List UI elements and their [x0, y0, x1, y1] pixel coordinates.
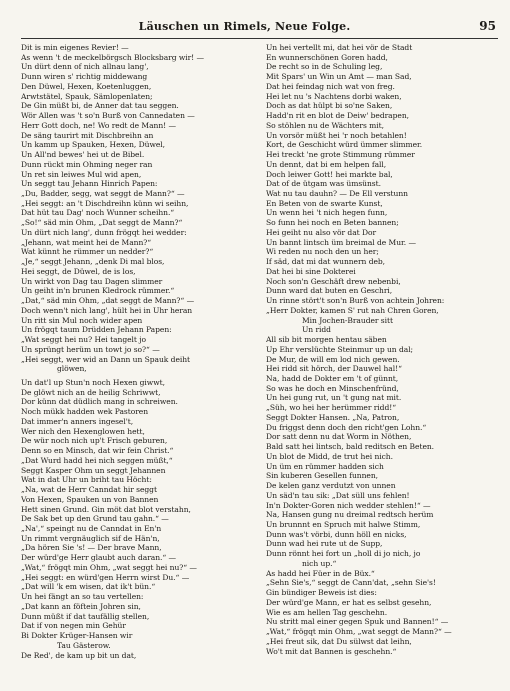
verse-line: If säd, dat mi dat wunnern deb,	[266, 257, 386, 267]
verse-line: „Hei seggt: en würd'gen Herrn wirst Du.“ —	[21, 572, 190, 582]
verse-line: Seggt Kasper Ohm un seggt Jehannen	[21, 465, 166, 475]
verse-line: Noch son'n Geschäft drew nebenbi,	[266, 276, 401, 286]
verse-line: Un frögqt taum Drüdden Jehann Papen:	[21, 325, 172, 335]
verse-line: Bald satt hei lintsch, bald reditsch en Beten.	[266, 442, 435, 452]
verse-line: Un dürt denn of nich allnau lang',	[21, 62, 149, 72]
verse-line: „Du, Badder, segg, wat seggt de Mann?“ —	[21, 189, 185, 199]
verse-line: Un kamm up Spauken, Hexen, Düwel,	[21, 140, 165, 150]
verse-line: „Hei seggt: an 't Dischdreihn künn wi seihn,	[21, 198, 189, 208]
verse-line: Hadd'n rit en blot de Deiw' bedrapen,	[266, 111, 409, 121]
verse-line: Dor satt denn nu dat Worm in Nöthen,	[266, 432, 412, 442]
verse-line: „Hei seggt, wer wid an Dann un Spauk deiht	[21, 354, 191, 364]
text-columns	[21, 43, 498, 660]
verse-line: Wie es am hellen Tag geschehn.	[266, 607, 388, 617]
verse-line: De kelen ganz verdutzt von unnen	[266, 481, 396, 491]
verse-line: Un dennt, dat bi em helpen fall,	[266, 159, 387, 169]
verse-line: Dunn wiren s' richtig middewang	[21, 72, 148, 82]
verse-line: „Sehn Sie's,“ seggt de Cann'dat, „sehn Sie's!	[266, 578, 436, 588]
verse-line: Hei geiht nu also vör dat Dor	[266, 227, 377, 237]
verse-line: As wenn 't de meckelbörgsch Blocksbarg wir! —	[21, 52, 204, 62]
verse-line: Mit Spars' un Win un Amt — man Sad,	[266, 72, 412, 82]
running-title: Läuschen un Rimels, Neue Folge.	[138, 20, 351, 33]
verse-line: De Sak bet up den Grund tau gahn.“ —	[21, 514, 169, 524]
verse-line: „Da hören Sie 's! — Der brave Mann,	[21, 543, 162, 553]
verse-line: Un dürt nich lang', dunn frögqt hei wedder:	[21, 227, 187, 237]
verse-line: Dat hei bi sine Dokterei	[266, 266, 356, 276]
verse-line: „Na, wat de Herr Canndat hir seggt	[21, 485, 157, 495]
verse-line: Un ret sin leiwes Mul wid apen,	[21, 169, 142, 179]
verse-line: Noch mükk hadden wek Pastoren	[21, 407, 149, 417]
verse-line: Der würd'ge Mann, er hat es selbst gesehn,	[266, 597, 432, 607]
verse-line: Den Düwel, Hexen, Koetenluggen,	[21, 81, 152, 91]
verse-line: Un üm en rümmer hadden sich	[266, 461, 384, 471]
verse-line: „Süh, wo hei her herümmer ridd!“	[266, 403, 397, 413]
verse-line: Hei treckt 'ne grote Stimmung rümmer	[266, 150, 415, 160]
verse-line: De glöwt nich an de heilig Schriwwt,	[21, 387, 161, 397]
verse-line: Dunn was't vörbi, dunn höll en nicks,	[266, 529, 407, 539]
verse-line: „Wat,“ frögqt min Ohm, „wat seggt de Mann?“ —	[266, 627, 452, 637]
verse-line: Wi reden nu noch den un her;	[266, 247, 379, 257]
verse-line: „Herr Dokter, kamen S' rut nah Chren Goren,	[266, 305, 439, 315]
verse-line: Seggt Dokter Hansen. „Na, Patron,	[266, 412, 400, 422]
verse-line: Doch as dat hülpt bi so'ne Saken,	[266, 101, 393, 111]
verse-line: Hei ridd sit hörch, der Dauwel hal!“	[266, 364, 402, 374]
verse-line: Un hei fängt an so tau vertellen:	[21, 592, 144, 602]
page-header	[21, 18, 498, 34]
left-column	[21, 43, 253, 660]
verse-line: „Je,“ seggt Jehann, „denk Di mal blos,	[21, 257, 165, 267]
verse-line: De wür noch nich up't Frisch geburen,	[21, 436, 168, 446]
verse-line: De Red', de kam up bit un dat,	[21, 650, 137, 660]
verse-line: Sin kuberen Gesellen funnen,	[266, 471, 378, 481]
verse-line: Der würd'ge Herr glaubt auch daran.“ —	[21, 553, 177, 563]
verse-line: De säng taurirt mit Dischbreihn an	[21, 130, 154, 140]
verse-line: Dunn rückt min Ohming neger ran	[21, 159, 153, 169]
verse-line: Na, Hansen gung nu dreimal redtsch herüm	[266, 510, 434, 520]
verse-line: All sib bit morgen hentau säben	[266, 335, 387, 345]
verse-line: De recht so in de Schuling leg,	[266, 62, 383, 72]
verse-line: „Wat,“ frögqt min Ohm, „wat seggt hei nu?“ —	[21, 562, 197, 572]
verse-line: Gin bündiger Beweis ist dies:	[266, 588, 377, 598]
verse-line: So stöhlen nu de Wächters mit,	[266, 120, 384, 130]
verse-line: Un brunnnt en Spruch mit halwe Stimm,	[266, 519, 421, 529]
verse-line: Hett sinen Grund. Gin möt dat blot verstahn,	[21, 504, 191, 514]
verse-line: Un vorsör müßt hei 'r noch betahlen!	[266, 130, 407, 140]
verse-line: Dunn wad hei rute ut de Supp,	[266, 539, 383, 549]
verse-line: Wat in dat Uhr un briht tau Höcht:	[21, 475, 152, 485]
verse-line: Arwtstätel, Spauk, Sämlopenlaten;	[21, 91, 153, 101]
verse-line: Dit is min eigenes Revier! —	[21, 43, 129, 52]
verse-line: As hadd hei Füer in de Büx.“	[266, 568, 375, 578]
right-column	[266, 43, 498, 660]
verse-line: Un dat'l up Stun'n noch Hexen giwwt,	[21, 377, 165, 387]
verse-line: In'n Dokter-Goren nich wedder stehlen!“ —	[266, 500, 431, 510]
verse-line: nich up.“	[302, 558, 337, 568]
verse-line: Du friggst denn doch den richt'gen Lohn.“	[266, 422, 427, 432]
verse-line: So funn hei noch en Beten bannen;	[266, 218, 399, 228]
verse-line: Wo't mit dat Bannen is geschehn.“	[266, 646, 397, 656]
verse-line: Un blot de Midd, de trut hei nich.	[266, 451, 393, 461]
page-number: 95	[479, 19, 496, 33]
verse-line: Wat nu tau dauhn? — De Ell verstunn	[266, 189, 408, 199]
verse-line: Na, hadd de Dokter em 't of günnt,	[266, 373, 399, 383]
verse-line: „Dat Wurd hadd hei nich seggen müßt,“	[21, 455, 173, 465]
verse-line: Min Jochen-Brauder sitt	[302, 315, 393, 325]
verse-line: Herr Gott doch, ne! Wo redt de Mann! —	[21, 120, 176, 130]
verse-line: En wunnerschönen Goren hadd,	[266, 52, 388, 62]
verse-line: Doch wenn't nich lang', hült hei in Uhr heran	[21, 305, 193, 315]
verse-line: „So!“ säd min Ohm, „Dat seggt de Mann?“	[21, 218, 183, 228]
verse-line: Un säd'n tau sik: „Dat süll uns fehlen!	[266, 490, 410, 500]
verse-line: Dunn ward dat buten en Geschri,	[266, 286, 393, 296]
verse-line: „Wat seggt hei nu? Hei tangelt jo	[21, 335, 147, 345]
verse-line: „Dat will 'k em wisen, dat ik't bün.“	[21, 582, 156, 592]
verse-line: So was he doch en Minschenfründ,	[266, 383, 399, 393]
verse-line: Un ritt sin Mul noch wider apen	[21, 315, 143, 325]
verse-line: Nu stritt mal einer gegen Spuk und Bannen!“ —	[266, 617, 449, 627]
verse-line: Wör Allen was 't so'n Burß von Cannedaten —	[21, 111, 195, 121]
verse-line: Un wirkt von Dag tau Dagen slimmer	[21, 276, 163, 286]
verse-line: Un geiht in'n brunen Kledrock rümmer.“	[21, 286, 175, 296]
verse-line: „Hei freut sik, dat Du sülwst dat leihn,	[266, 636, 412, 646]
verse-line: Bi Dokter Krüger-Hansen wir	[21, 631, 133, 641]
verse-line: De Mur, de will em lod nich gewen.	[266, 354, 400, 364]
verse-line: Un bannt lintsch üm breimal de Mur. —	[266, 237, 416, 247]
verse-line: Un hei gung rut, un 't gung nat mit.	[266, 393, 402, 403]
verse-line: Un rimmt vergnäuglich sif de Hän'n,	[21, 533, 160, 543]
verse-line: Un rinne stört't son'n Burß von achtein Johren:	[266, 296, 445, 306]
verse-line: Wer nich den Hexenglowen hett,	[21, 426, 145, 436]
verse-line: Dat hei feindag nich wat von freg.	[266, 81, 395, 91]
verse-line: Un All'nd bewes' hei ut de Bibel.	[21, 150, 145, 160]
verse-line: Wat künnt he rümmer un nedder?“	[21, 247, 154, 257]
header-rule	[21, 38, 498, 39]
verse-line: Hei seggt, de Düwel, de is los,	[21, 266, 136, 276]
verse-line: Hei let nu 's Nachtens dorbi waken,	[266, 91, 402, 101]
verse-line: Dunn rönnt hei fort un „holl di jo nich, jo	[266, 549, 421, 559]
verse-line: Dor künn dat düdlich mang in schreiwen.	[21, 397, 178, 407]
verse-line: Dat of de ütgam was ümsünst.	[266, 179, 381, 189]
verse-line: Kort, de Geschicht würd ümmer slimmer.	[266, 140, 423, 150]
verse-line: Tau Gästerow.	[57, 640, 111, 650]
verse-line: Dat immer'n anners ingesel't,	[21, 416, 134, 426]
verse-line: De Gin müßt bi, de Anner dat tau seggen.	[21, 101, 179, 111]
verse-line: Dat if von negen min Gehür	[21, 621, 126, 631]
verse-line: Un hei vertellt mi, dat hei vör de Stadt	[266, 43, 413, 52]
verse-line: Doch leiwer Gott! hei markte bal,	[266, 169, 393, 179]
verse-line: Un seggt tau Jehann Hinrich Papen:	[21, 179, 158, 189]
verse-line: Up Ehr verslüchte Steinmur up un dal;	[266, 344, 414, 354]
verse-line: En Beten von de swarte Kunst,	[266, 198, 383, 208]
verse-line: Dunn müßt if dat taufällig stellen,	[21, 611, 150, 621]
verse-line: „Na',“ speingt nu de Canndat in En'n	[21, 523, 162, 533]
verse-line: Von Hexen, Spauken un von Bannen	[21, 494, 159, 504]
verse-line: Un sprüngt herüm un towt jo so?“ —	[21, 344, 160, 354]
verse-line: „Dat kann an föftein Johren sin,	[21, 601, 141, 611]
verse-line: Dat hüt tau Dag' noch Wunner scheihn.“	[21, 208, 175, 218]
verse-line: „Dat,“ säd min Ohm, „dat seggt de Mann?“ —	[21, 296, 195, 306]
verse-line: Denn so en Minsch, dat wir fein Christ.“	[21, 446, 174, 456]
verse-line: glöwen,	[57, 364, 87, 374]
verse-line: „Jehann, wat meint hei de Mann?“	[21, 237, 152, 247]
verse-line: Un ridd	[302, 325, 331, 335]
verse-line: Un wenn hei 't nich hegen funn,	[266, 208, 388, 218]
